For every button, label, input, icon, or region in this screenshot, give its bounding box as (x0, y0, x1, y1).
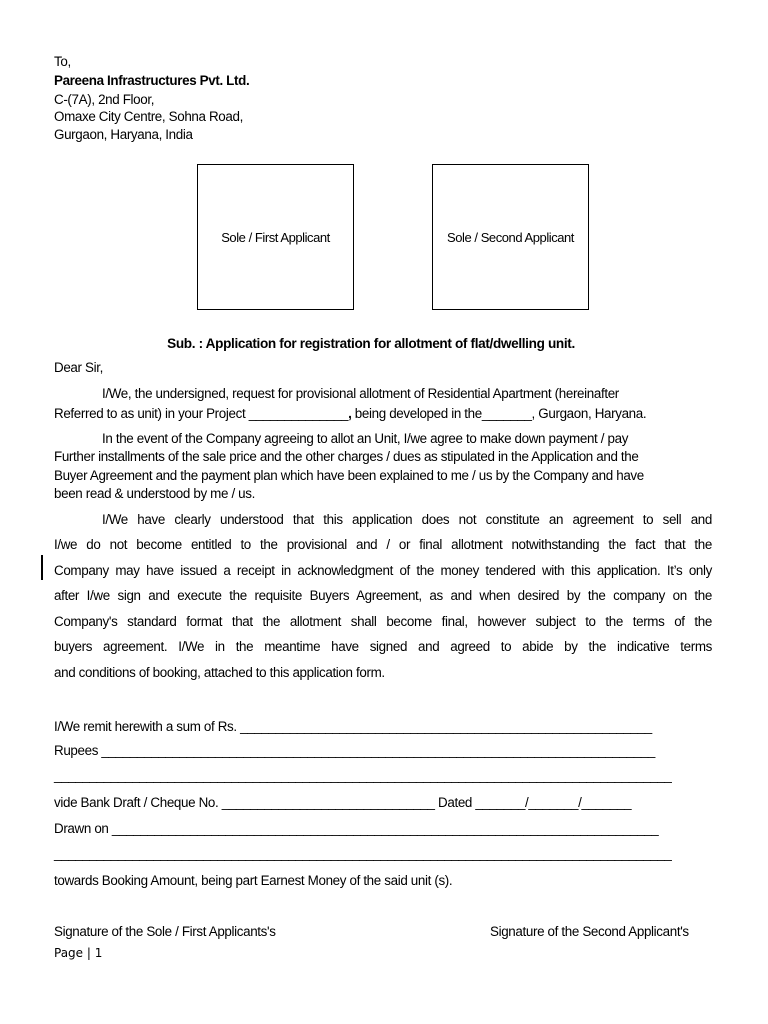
para2-line-3: Buyer Agreement and the payment plan which have been explained to me / us by the Company and have (54, 468, 644, 483)
first-applicant-photo-box (197, 164, 354, 310)
para3-line-3: Company may have issued a receipt in acknowledgment of the money tendered with this application. It’s only (54, 563, 712, 578)
subject-line: Sub. : Application for registration for allotment of flat/dwelling unit. (167, 336, 575, 351)
para2-line-1: In the event of the Company agreeing to allot an Unit, I/we agree to make down payment / pay (102, 431, 629, 446)
para3-line-5: Company's standard format that the allotment shall become final, however subject to the terms of the (54, 614, 712, 629)
para1-line-2-c: being developed in the_______, Gurgaon, Haryana. (351, 406, 647, 421)
page-number: Page | 1 (54, 946, 103, 960)
first-applicant-signature-label: Signature of the Sole / First Applicants's (54, 924, 276, 939)
drawn-on-field[interactable]: Drawn on _____________________________________________________________________________ (54, 821, 659, 836)
second-applicant-signature-label: Signature of the Second Applicant's (490, 924, 689, 939)
para1-line-2-a: Referred to as unit) in your Project ______________ (54, 406, 349, 421)
company-name: Pareena Infrastructures Pvt. Ltd. (54, 73, 250, 88)
booking-amount-text: towards Booking Amount, being part Earnest Money of the said unit (s). (54, 873, 453, 888)
drawn-on-continuation-field[interactable]: _______________________________________________________________________________________ (54, 846, 672, 861)
salutation: Dear Sir, (54, 360, 103, 375)
para3-line-1: I/We have clearly understood that this application does not constitute an agreement to sell and (102, 512, 712, 527)
para1-line-2 (54, 406, 646, 421)
para3-line-2: I/we do not become entitled to the provisional and / or final allotment notwithstanding the fact that the (54, 537, 712, 552)
para1-line-2-comma: , (348, 406, 352, 421)
second-applicant-photo-box (432, 164, 589, 310)
address-line-2: Omaxe City Centre, Sohna Road, (54, 109, 243, 124)
para1-line-1: I/We, the undersigned, request for provisional allotment of Residential Apartment (hereinafter (102, 386, 619, 401)
para3-line-4: after I/we sign and execute the requisite Buyers Agreement, as and when desired by the company on the (54, 588, 712, 603)
cheque-details-field[interactable]: vide Bank Draft / Cheque No. ______________________________ Dated _______/_______/_______ (54, 795, 632, 810)
para3-line-6: buyers agreement. I/We in the meantime have signed and agreed to abide by the indicative terms (54, 639, 712, 654)
rupees-in-words-field[interactable]: Rupees ______________________________________________________________________________ (54, 743, 656, 758)
para2-line-2: Further installments of the sale price and the other charges / dues as stipulated in the Application and the (54, 449, 639, 464)
address-to: To, (54, 54, 71, 69)
remit-amount-field[interactable]: I/We remit herewith a sum of Rs. __________________________________________________________ (54, 719, 652, 734)
para2-line-4: been read & understood by me / us. (54, 486, 255, 501)
second-applicant-photo-label: Sole / Second Applicant (447, 229, 574, 245)
address-line-3: Gurgaon, Haryana, India (54, 127, 193, 142)
first-applicant-photo-label: Sole / First Applicant (221, 229, 330, 245)
rupees-continuation-field[interactable]: _______________________________________________________________________________________ (54, 768, 672, 783)
para3-line-7: and conditions of booking, attached to this application form. (54, 665, 385, 680)
text-cursor-mark (41, 555, 43, 580)
address-line-1: C-(7A), 2nd Floor, (54, 92, 155, 107)
